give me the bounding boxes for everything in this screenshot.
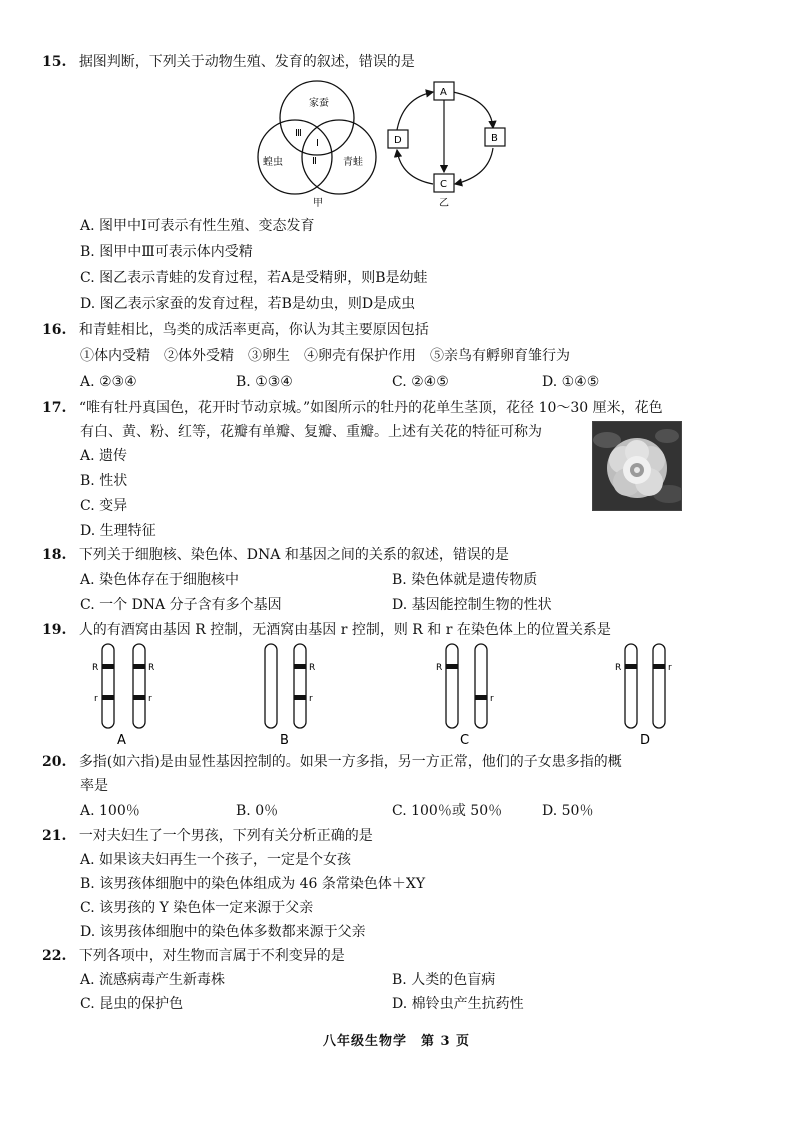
cycle-label-d: D: [394, 135, 402, 146]
option-b-chromosome-right: [294, 644, 306, 728]
option-c-band-r: [475, 695, 487, 700]
q16-items: ①体内受精 ②体外受精 ③卵生 ④卵壳有保护作用 ⑤亲鸟有孵卵育雏行为: [80, 348, 570, 364]
q20-option-b[interactable]: B. 0％: [236, 803, 279, 819]
q18-option-d[interactable]: D. 基因能控制生物的性状: [392, 597, 552, 613]
q22-stem-text: 下列各项中，对生物而言属于不利变异的是: [78, 948, 345, 964]
q21-number: 21.: [42, 828, 67, 844]
option-d-band-r: [653, 664, 665, 669]
q17-number: 17.: [42, 400, 67, 416]
q15-stem: [42, 50, 415, 74]
q18-option-b[interactable]: B. 染色体就是遗传物质: [392, 572, 538, 588]
q17-stem-line2: 有白、黄、粉、红等，花瓣有单瓣、复瓣、重瓣。上述有关花的特征可称为: [80, 424, 542, 440]
option-b-label-r: r: [309, 694, 313, 704]
q17-stem-line1: “唯有牡丹真国色，花开时节动京城。”如图所示的牡丹的花单生茎顶，花径 10～30 厘米，花色: [78, 400, 663, 416]
cycle-label-a: A: [440, 87, 447, 98]
option-a-label[interactable]: A: [117, 733, 126, 748]
venn-label-frog: 青蛙: [343, 157, 363, 168]
q21-option-c[interactable]: C. 该男孩的 Y 染色体一定来源于父亲: [80, 900, 314, 916]
option-a-band-r-right: [133, 695, 145, 700]
venn-region-2: Ⅱ: [312, 156, 317, 167]
option-a-label-R-right: R: [148, 663, 155, 673]
option-c-label-R: R: [436, 663, 443, 673]
q22-number: 22.: [42, 948, 67, 964]
q19-stem-text: 人的有酒窝由基因 R 控制，无酒窝由基因 r 控制，则 R 和 r 在染色体上的位置关系是: [78, 622, 611, 638]
option-a-band-R-right: [133, 664, 145, 669]
q16-option-d[interactable]: D. ①④⑤: [542, 374, 600, 390]
peony-photo: [592, 421, 682, 511]
q19-number: 19.: [42, 622, 67, 638]
cycle-arrow-a-b: [453, 92, 493, 128]
venn-region-3: Ⅲ: [295, 128, 302, 139]
option-b-chromosome-left: [265, 644, 277, 728]
q15-option-d[interactable]: D. 图乙表示家蚕的发育过程，若B是幼虫，则D是成虫: [80, 296, 416, 312]
option-d-label[interactable]: D: [640, 733, 651, 748]
q20-option-c[interactable]: C. 100％或 50％: [392, 803, 503, 819]
q22-option-d[interactable]: D. 棉铃虫产生抗药性: [392, 996, 524, 1012]
page-footer: 八年级生物学 第 3 页: [322, 1034, 471, 1049]
q19-chromosome-diagram: [80, 640, 700, 750]
option-b-band-R: [294, 664, 306, 669]
q21-stem-text: 一对夫妇生了一个男孩，下列有关分析正确的是: [78, 828, 373, 844]
q21-stem: [42, 824, 373, 848]
q21-option-b[interactable]: B. 该男孩体细胞中的染色体组成为 46 条常染色体＋XY: [80, 876, 426, 892]
q16-option-a[interactable]: A. ②③④: [80, 374, 137, 390]
q17-option-c[interactable]: C. 变异: [80, 498, 128, 514]
q22-option-c[interactable]: C. 昆虫的保护色: [80, 996, 184, 1012]
option-b-label[interactable]: B: [280, 733, 289, 748]
q22-option-b[interactable]: B. 人类的色盲病: [392, 972, 496, 988]
q20-stem: [42, 750, 622, 774]
q18-option-c[interactable]: C. 一个 DNA 分子含有多个基因: [80, 597, 282, 613]
q15-option-a[interactable]: A. 图甲中Ⅰ可表示有性生殖、变态发育: [80, 218, 315, 234]
q15-stem-text: 据图判断，下列关于动物生殖、发育的叙述，错误的是: [78, 54, 415, 70]
q18-number: 18.: [42, 547, 67, 563]
q17-option-d[interactable]: D. 生理特征: [80, 523, 156, 539]
q20-stem-line2: 率是: [80, 778, 108, 794]
option-b-label-R: R: [309, 663, 316, 673]
q20-stem-line1: 多指(如六指)是由显性基因控制的。如果一方多指，另一方正常，他们的子女患多指的概: [78, 754, 622, 770]
option-a-chromosome-left: [102, 644, 114, 728]
option-d-band-R: [625, 664, 637, 669]
q16-option-c[interactable]: C. ②④⑤: [392, 374, 449, 390]
q22-option-a[interactable]: A. 流感病毒产生新毒株: [80, 972, 226, 988]
q18-option-a[interactable]: A. 染色体存在于细胞核中: [80, 572, 240, 588]
option-b-band-r: [294, 695, 306, 700]
option-a-band-r-left: [102, 695, 114, 700]
q20-option-a[interactable]: A. 100％: [80, 803, 140, 819]
q15-diagram: [255, 78, 535, 210]
q18-stem: [42, 543, 509, 567]
q22-stem: [42, 944, 345, 968]
venn-label-silkworm: 家蚕: [309, 98, 329, 109]
q15-option-b[interactable]: B. 图甲中Ⅲ可表示体内受精: [80, 244, 253, 260]
option-c-chromosome-left: [446, 644, 458, 728]
q20-option-d[interactable]: D. 50％: [542, 803, 594, 819]
venn-region-1: Ⅰ: [316, 138, 319, 149]
q20-number: 20.: [42, 754, 67, 770]
option-d-chromosome-right: [653, 644, 665, 728]
q17-option-a[interactable]: A. 遗传: [80, 448, 128, 464]
option-c-chromosome-right: [475, 644, 487, 728]
q16-stem-text: 和青蛙相比，鸟类的成活率更高，你认为其主要原因包括: [78, 322, 429, 338]
cycle-caption: 乙: [439, 198, 449, 209]
q19-stem: [42, 618, 611, 642]
q15-number: 15.: [42, 54, 67, 70]
q21-option-a[interactable]: A. 如果该夫妇再生一个孩子，一定是个女孩: [80, 852, 352, 868]
option-d-label-R: R: [615, 663, 622, 673]
q15-option-c[interactable]: C. 图乙表示青蛙的发育过程，若A是受精卵，则B是幼蛙: [80, 270, 428, 286]
venn-label-locust: 蝗虫: [263, 157, 283, 168]
venn-caption: 甲: [313, 198, 323, 209]
q16-option-b[interactable]: B. ①③④: [236, 374, 293, 390]
q21-option-d[interactable]: D. 该男孩体细胞中的染色体多数都来源于父亲: [80, 924, 366, 940]
peony-flower-icon: [593, 422, 681, 510]
cycle-label-c: C: [440, 179, 447, 190]
q17-option-b[interactable]: B. 性状: [80, 473, 128, 489]
option-a-label-R-left: R: [92, 663, 99, 673]
q17-stem: [42, 396, 663, 420]
cycle-arrow-b-c: [455, 148, 493, 184]
cycle-arrow-d-a: [397, 92, 433, 130]
option-a-label-r-right: r: [148, 694, 152, 704]
option-a-label-r-left: r: [94, 694, 98, 704]
q16-number: 16.: [42, 322, 67, 338]
option-d-label-r: r: [668, 663, 672, 673]
option-d-chromosome-left: [625, 644, 637, 728]
q18-stem-text: 下列关于细胞核、染色体、DNA 和基因之间的关系的叙述，错误的是: [78, 547, 509, 563]
option-a-chromosome-right: [133, 644, 145, 728]
q16-stem: [42, 318, 429, 342]
option-c-band-R: [446, 664, 458, 669]
option-a-band-R-left: [102, 664, 114, 669]
option-c-label[interactable]: C: [460, 733, 470, 748]
option-c-label-r: r: [490, 694, 494, 704]
cycle-arrow-c-d: [397, 150, 433, 184]
cycle-label-b: B: [491, 133, 498, 144]
